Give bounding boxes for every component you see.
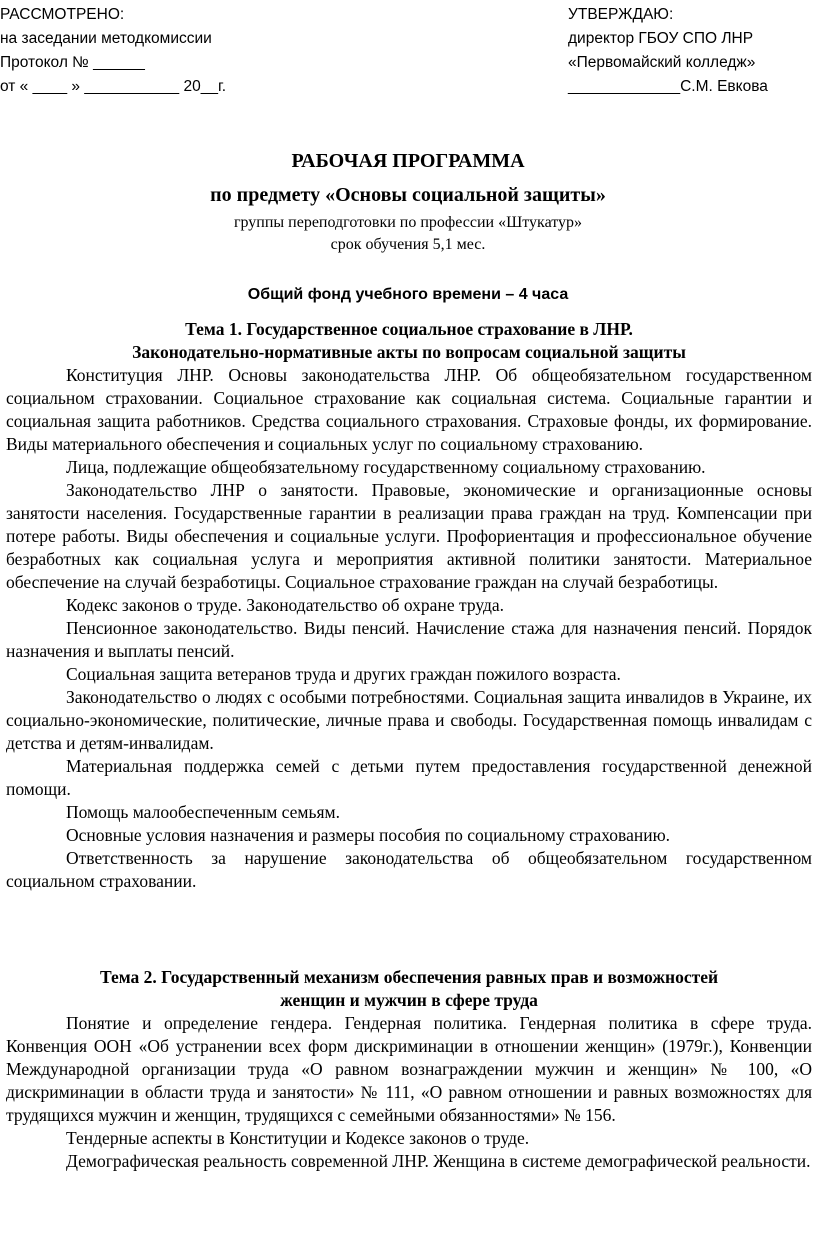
reviewed-date: от « ____ » ___________ 20__г. [0, 78, 227, 95]
approved-college: «Первомайский колледж» [568, 54, 756, 71]
reviewed-protocol: Протокол № ______ [0, 54, 145, 71]
topic-1-paragraph: Материальная поддержка семей с детьми путем предоставления государственной денежной помощи. [6, 756, 812, 799]
topic-1-title-line-2: Законодательно-нормативные акты по вопросам социальной защиты [132, 342, 686, 362]
topic-1-paragraph: Лица, подлежащие общеобязательному государственному социальному страхованию. [66, 457, 706, 477]
topic-1-paragraph: Кодекс законов о труде. Законодательство об охране труда. [66, 595, 505, 615]
topic-2-title-line-1: Тема 2. Государственный механизм обеспечения равных прав и возможностей [99, 967, 719, 987]
topic-2-section [6, 966, 812, 1173]
topic-1-paragraph: Пенсионное законодательство. Виды пенсий. Начисление стажа для назначения пенсий. Порядок назначения и выплаты пенсий. [6, 618, 812, 661]
topic-2-paragraph: Тендерные аспекты в Конституции и Кодексе законов о труде. [66, 1128, 530, 1148]
topic-1-paragraph: Законодательство о людях с особыми потребностями. Социальная защита инвалидов в Украине, их социально-экономические, политические, личные права и свободы. Государственная помощь инвалидам с детства и детям-инвалидам. [6, 687, 812, 753]
topic-1-paragraph: Законодательство ЛНР о занятости. Правовые, экономические и организационные основы занятости населения. Государственные гарантии в реализации права граждан на труд. Компенсации при потере работы. Виды обеспечения и социальные услуги. Профориентация и профессиональное обучение безработных как социальная услуга и мероприятия активной политики занятости. Материальное обеспечение на случай безработицы. Социальное страхование граждан на случай безработицы. [6, 480, 812, 592]
title-block [0, 144, 816, 306]
document-title: РАБОЧАЯ ПРОГРАММА [291, 150, 525, 172]
approved-label: УТВЕРЖДАЮ: [568, 6, 674, 23]
topic-1-paragraph: Ответственность за нарушение законодательства об общеобязательном государственном социальном страховании. [6, 848, 812, 891]
topic-1-paragraph: Основные условия назначения и размеры пособия по социальному страхованию. [66, 825, 671, 845]
reviewed-committee: на заседании методкомиссии [0, 30, 212, 47]
topic-1-paragraph: Социальная защита ветеранов труда и других граждан пожилого возраста. [66, 664, 621, 684]
topic-1-title [6, 318, 812, 364]
document-fund: Общий фонд учебного времени – 4 часа [247, 286, 569, 303]
topic-2-title [6, 966, 812, 1012]
topic-2-paragraph: Понятие и определение гендера. Гендерная политика. Гендерная политика в сфере труда. Конвенция ООН «Об устранении всех форм дискриминации в отношении женщин» (1979г.), Конвенции Международной организации труда «О равном вознаграждении мужчин и женщин» № 100, «О дискриминации в области труда и занятости» № 111, «О равном отношении и равных возможностях для трудящихся мужчин и женщин, трудящихся с семейными обязанностями» № 156. [6, 1013, 812, 1125]
reviewed-block [0, 3, 380, 99]
topic-1-section [6, 318, 812, 893]
reviewed-label: РАССМОТРЕНО: [0, 6, 125, 23]
document-term: срок обучения 5,1 мес. [330, 236, 486, 253]
approved-signature: _____________С.М. Евкова [568, 78, 768, 95]
topic-2-title-line-2: женщин и мужчин в сфере труда [280, 990, 538, 1010]
topic-1-paragraph: Помощь малообеспеченным семьям. [66, 802, 340, 822]
document-group: группы переподготовки по профессии «Штукатур» [233, 214, 583, 231]
topic-1-paragraph: Конституция ЛНР. Основы законодательства ЛНР. Об общеобязательном государственном социальном страховании. Социальное страхование как социальная система. Социальные гарантии и социальная защита работников. Средства социального страхования. Страховые фонды, их формирование. Виды материального обеспечения и социальных услуг по социальному страхованию. [6, 365, 812, 454]
document-subject: по предмету «Основы социальной защиты» [210, 184, 606, 206]
topic-2-paragraph: Демографическая реальность современной ЛНР. Женщина в системе демографической реальности. [66, 1151, 811, 1171]
topic-1-title-line-1: Тема 1. Государственное социальное страхование в ЛНР. [185, 319, 633, 339]
approved-block [568, 3, 816, 99]
approved-position: директор ГБОУ СПО ЛНР [568, 30, 754, 47]
